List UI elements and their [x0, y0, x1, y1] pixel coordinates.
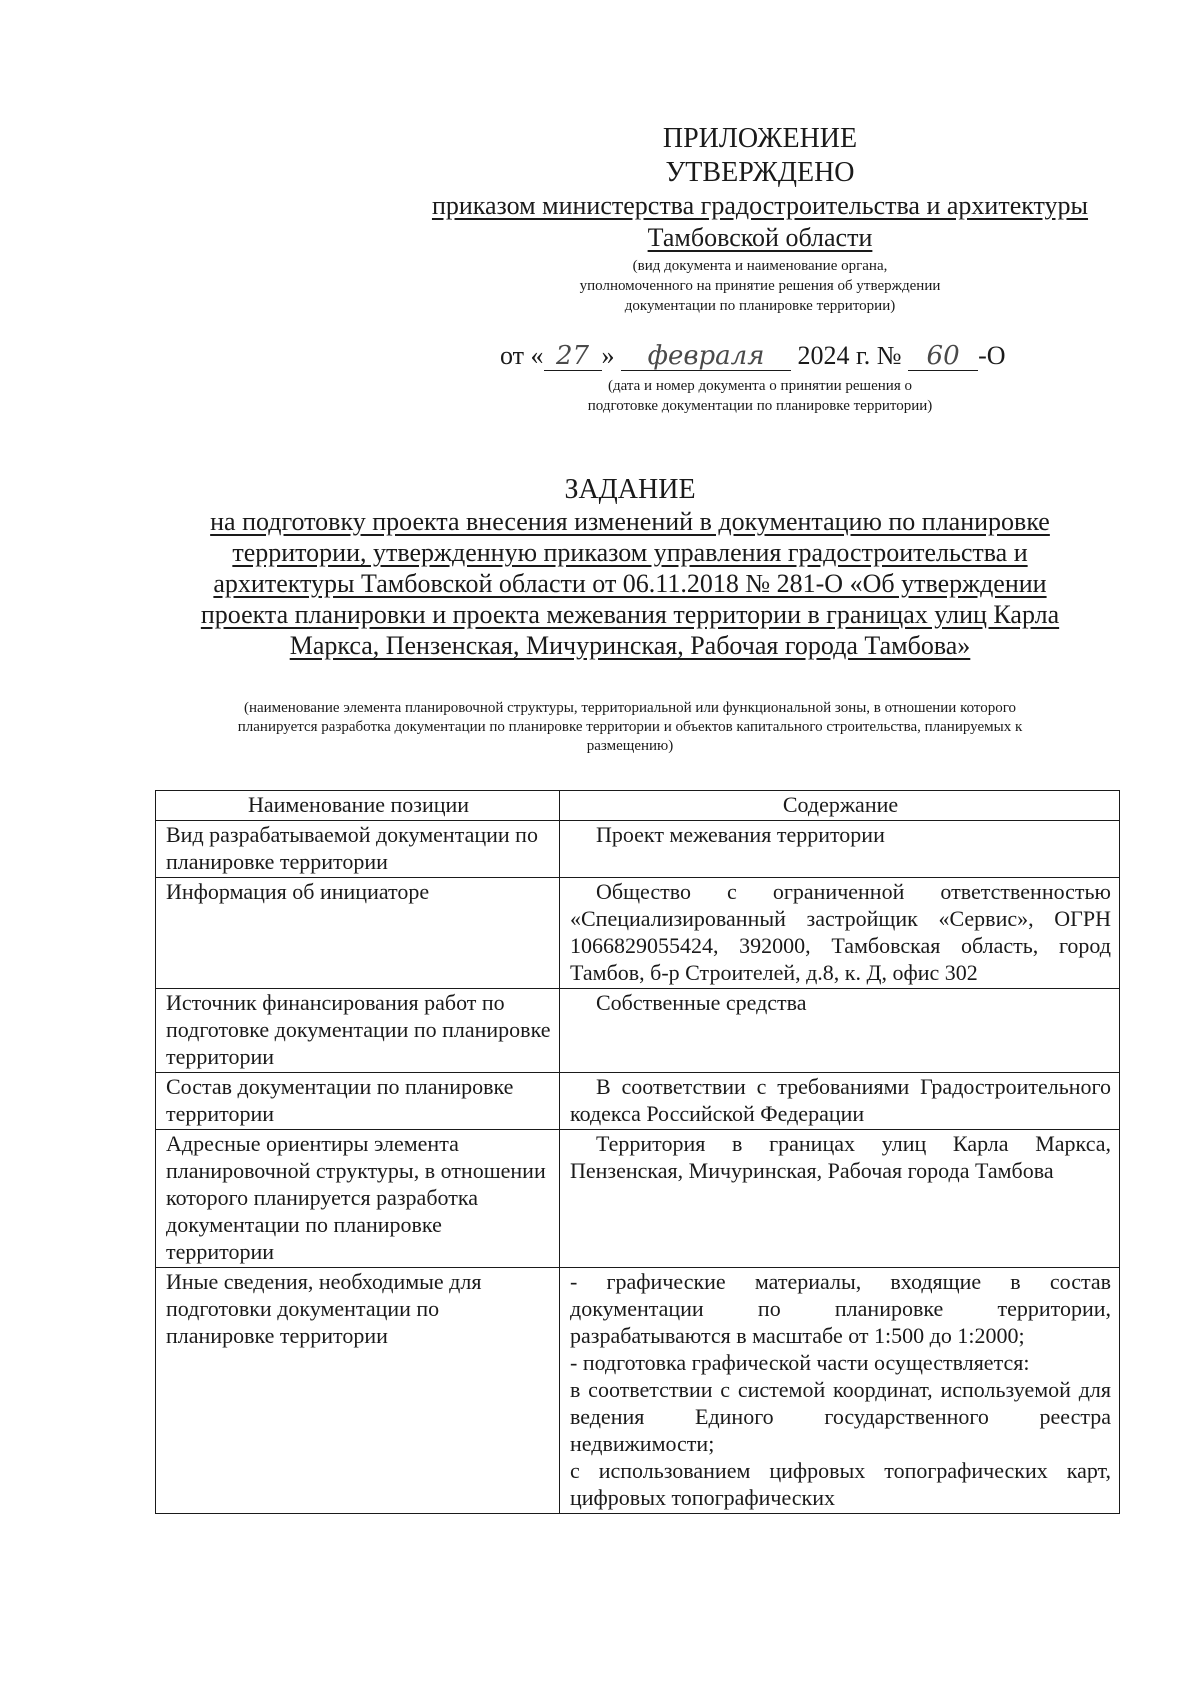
order-date-line	[500, 340, 1006, 372]
table-header-row	[156, 791, 1120, 821]
row-content-cell: Проект межевания территории	[560, 821, 1120, 878]
number-suffix: -О	[978, 341, 1006, 370]
row-name-cell: Состав документации по планировке территории	[156, 1073, 560, 1130]
approval-header	[380, 122, 1140, 316]
table-row	[156, 1073, 1120, 1130]
task-section	[150, 474, 1110, 756]
row-name-cell: Источник финансирования работ по подготовке документации по планировке территории	[156, 989, 560, 1073]
task-subtitle-line4: проекта планировки и проекта межевания территории в границах улиц Карла	[200, 600, 1060, 629]
issuer-caption-line3: документации по планировке территории)	[624, 298, 896, 314]
date-year: 2024 г. №	[797, 341, 902, 370]
task-subtitle-line2: территории, утвержденную приказом управления градостроительства и	[232, 538, 1028, 567]
row-content-cell: Общество с ограниченной ответственностью «Специализированный застройщик «Сервис», ОГРН 1066829055424, 392000, Тамбовская область, город Тамбов, б-р Строителей, д.8, к. Д, офис 302	[560, 878, 1120, 989]
row-content-cell: Территория в границах улиц Карла Маркса, Пензенская, Мичуринская, Рабочая города Тамбова	[560, 1130, 1120, 1268]
task-table	[155, 790, 1120, 1514]
approved-label: УТВЕРЖДЕНО	[665, 157, 855, 188]
task-subtitle-line1: на подготовку проекта внесения изменений в документацию по планировке	[210, 507, 1050, 536]
row-name-cell: Иные сведения, необходимые для подготовки документации по планировке территории	[156, 1268, 560, 1514]
content-line: - графические материалы, входящие в состав документации по планировке территории, разрабатываются в масштабе от 1:500 до 1:2000;	[570, 1269, 1111, 1348]
table-row	[156, 821, 1120, 878]
handwritten-number: 60	[908, 342, 978, 371]
task-subtitle-line5: Маркса, Пензенская, Мичуринская, Рабочая города Тамбова»	[289, 631, 971, 660]
task-subtitle-line3: архитектуры Тамбовской области от 06.11.2018 № 281-О «Об утверждении	[213, 569, 1047, 598]
table-row	[156, 989, 1120, 1073]
row-content-cell: Собственные средства	[560, 989, 1120, 1073]
appendix-label: ПРИЛОЖЕНИЕ	[662, 123, 858, 154]
row-name-cell: Адресные ориентиры элемента планировочной структуры, в отношении которого планируется разработка документации по планировке территории	[156, 1130, 560, 1268]
date-caption-line2: подготовке документации по планировке территории)	[587, 398, 933, 414]
issuer-caption	[380, 256, 1140, 316]
date-quote-close: »	[601, 341, 615, 370]
content-line: с использованием цифровых топографических карт, цифровых топографических	[570, 1458, 1111, 1510]
content-line: в соответствии с системой координат, используемой для ведения Единого государственного реестра недвижимости;	[570, 1377, 1111, 1456]
table-row	[156, 1130, 1120, 1268]
table-row	[156, 878, 1120, 989]
date-caption	[540, 376, 980, 416]
column-header-content: Содержание	[560, 791, 1120, 821]
handwritten-day: 27	[544, 342, 602, 371]
row-name-cell: Вид разрабатываемой документации по планировке территории	[156, 821, 560, 878]
task-note-line3: размещению)	[586, 738, 674, 754]
order-issuer-line1: приказом министерства градостроительства и архитектуры	[431, 191, 1089, 220]
issuer-caption-line1: (вид документа и наименование органа,	[632, 258, 888, 274]
date-caption-line1: (дата и номер документа о принятии решения о	[608, 378, 912, 394]
task-title: ЗАДАНИЕ	[564, 474, 696, 505]
issuer-caption-line2: уполномоченного на принятие решения об утверждении	[579, 278, 941, 294]
content-line: - подготовка графической части осуществляется:	[570, 1350, 1030, 1375]
row-content-cell: В соответствии с требованиями Градостроительного кодекса Российской Федерации	[560, 1073, 1120, 1130]
row-content-cell	[560, 1268, 1120, 1514]
date-prefix: от «	[500, 341, 544, 370]
task-note	[150, 699, 1110, 756]
task-note-line2: планируется разработка документации по планировке территории и объектов капитального строительства, планируемых к	[237, 719, 1023, 735]
task-note-line1: (наименование элемента планировочной структуры, территориальной или функциональной зоны, в отношении которого	[243, 700, 1017, 716]
column-header-position: Наименование позиции	[156, 791, 560, 821]
order-issuer-line2: Тамбовской области	[647, 223, 873, 252]
row-name-cell: Информация об инициаторе	[156, 878, 560, 989]
handwritten-month: февраля	[621, 342, 791, 371]
table-row	[156, 1268, 1120, 1514]
